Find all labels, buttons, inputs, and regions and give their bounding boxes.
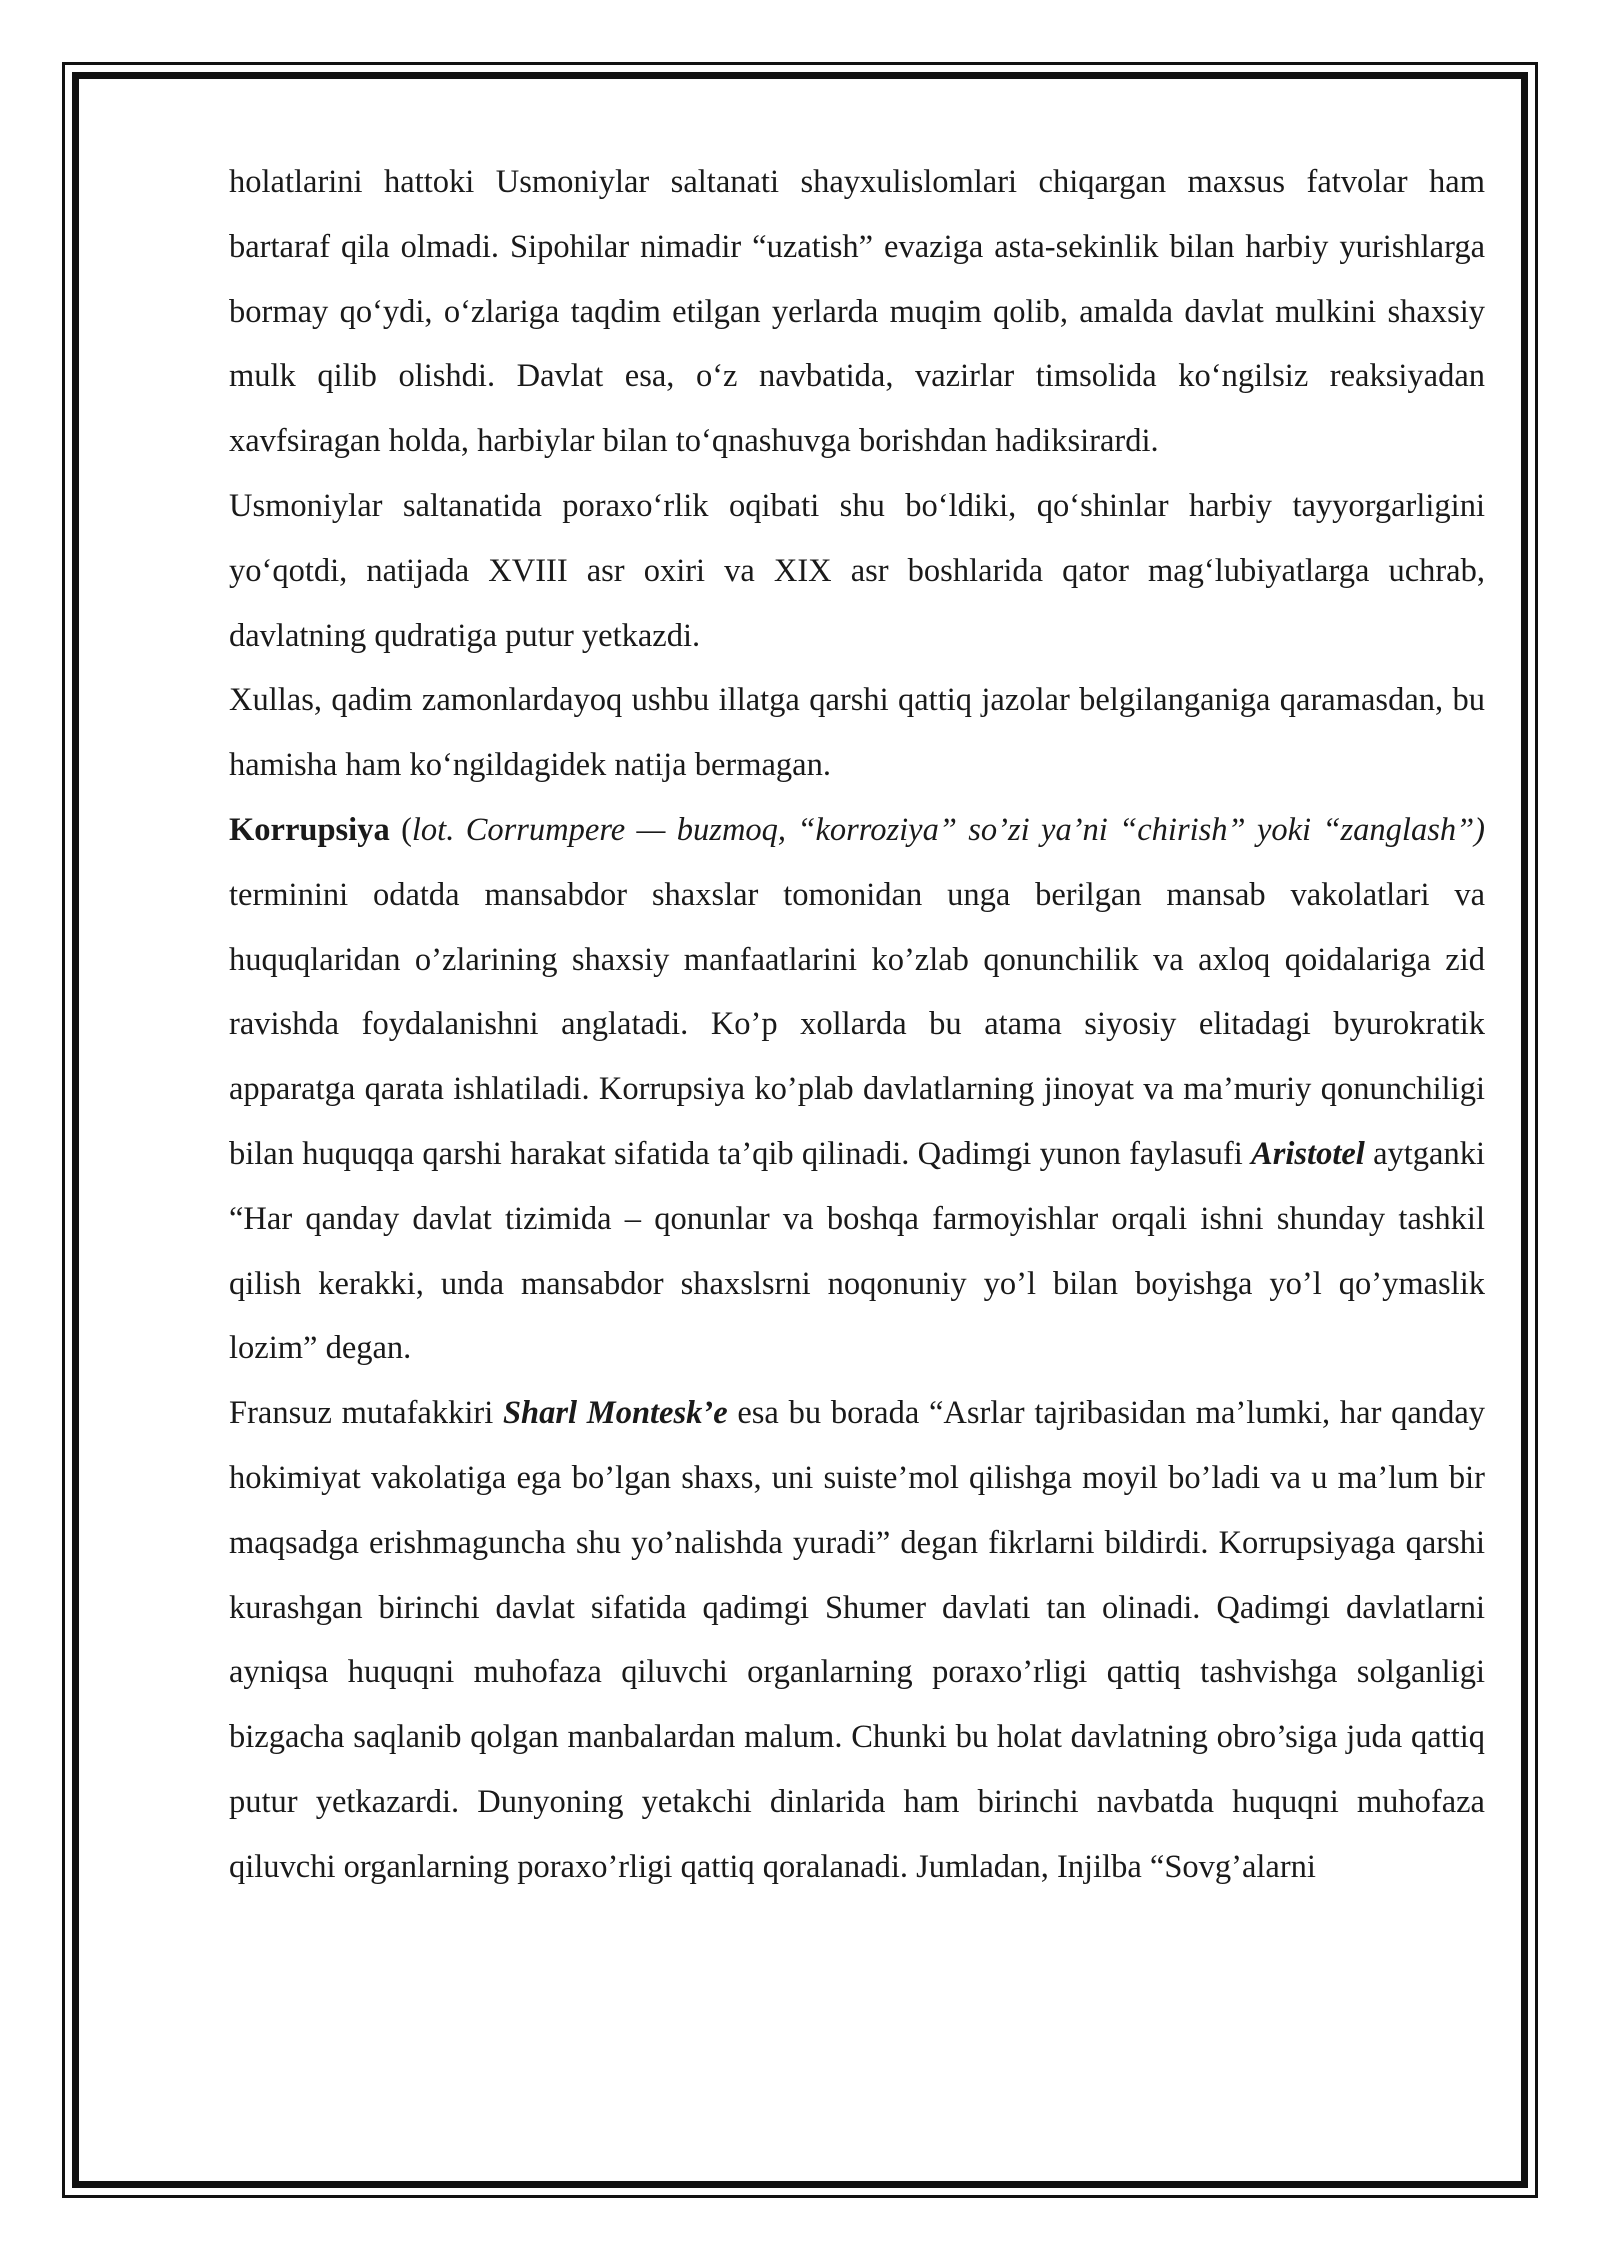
name-aristotel: Aristotel: [1251, 1135, 1365, 1172]
name-sharl-monteske: Sharl Montesk’e: [502, 1395, 728, 1432]
definition-text-a: terminini odatda mansabdor shaxslar tomonidan unga berilgan mansab vakolatlari va huquqlaridan o’zlarining shaxsiy manfaatlarini ko’zlab qonunchilik va axloq qoidalariga zid ravishda foydalanishni anglatadi. Ko’p xollarda bu atama siyosiy elitadagi byurokratik apparatga qarata ishlatiladi. Korrupsiya ko’plab davlatlarning jinoyat va ma’muriy qonunchiligi bilan huquqqa qarshi harakat sifatida ta’qib qilinadi. Qadimgi yunon faylasufi: [229, 876, 1485, 1172]
paragraph-corruption-definition: [229, 798, 1485, 1381]
paragraph-ottoman-bribery-consequence: Usmoniylar saltanatida poraxo‘rlik oqibati shu bo‘ldiki, qo‘shinlar harbiy tayyorgarligini yo‘qotdi, natijada XVIII asr oxiri va XIX asr boshlarida qator mag‘lubiyatlarga uchrab, davlatning qudratiga putur yetkazdi.: [229, 487, 1485, 654]
paragraph-montesquieu: [229, 1381, 1485, 1899]
montesquieu-text-a: Fransuz mutafakkiri: [229, 1395, 503, 1432]
paren-open: (: [389, 811, 412, 848]
definition-text-b: aytganki “Har qanday davlat tizimida – qonunlar va boshqa farmoyishlar orqali ishni shunday tashkil qilish kerakki, unda mansabdor shaxslsrni noqonuniy yo’l bilan boyishga yo’l qo’ymaslik lozim” degan.: [229, 1135, 1485, 1367]
paragraph-summary: Xullas, qadim zamonlardayoq ushbu illatga qarshi qattiq jazolar belgilanganiga qaramasdan, bu hamisha ham ko‘ngildagidek natija bermagan.: [229, 682, 1485, 784]
paragraph-ottoman-sipahis: holatlarini hattoki Usmoniylar saltanati shayxulislomlari chiqargan maxsus fatvolar ham bartaraf qila olmadi. Sipohilar nimadir “uzatish” evaziga asta-sekinlik bilan harbiy yurishlarga bormay qo‘ydi, o‘zlariga taqdim etilgan yerlarda muqim qolib, amalda davlat mulkini shaxsiy mulk qilib olishdi. Davlat esa, o‘z navbatida, vazirlar timsolida ko‘ngilsiz reaksiyadan xavfsiragan holda, harbiylar bilan to‘qnashuvga borishdan hadiksirardi.: [229, 164, 1485, 460]
term-korrupsiya: Korrupsiya: [229, 811, 390, 848]
montesquieu-text-b: esa bu borada “Asrlar tajribasidan ma’lumki, har qanday hokimiyat vakolatiga ega bo’lgan shaxs, uni suiste’mol qilishga moyil bo’ladi va u ma’lum bir maqsadga erishmaguncha shu yo’nalishda yuradi” degan fikrlarni bildirdi. Korrupsiyaga qarshi kurashgan birinchi davlat sifatida qadimgi Shumer davlati tan olinadi. Qadimgi davlatlarni ayniqsa huquqni muhofaza qiluvchi organlarning poraxo’rligi qattiq tashvishga solganligi bizgacha saqlanib qolgan manbalardan malum. Chunki bu holat davlatning obro’siga juda qattiq putur yetkazardi. Dunyoning yetakchi dinlarida ham birinchi navbatda huquqni muhofaza qiluvchi organlarning poraxo’rligi qattiq qoralanadi. Jumladan, Injilba “Sovg’alarni: [229, 1395, 1485, 1885]
document-body: [229, 150, 1485, 1900]
etymology-text: lot. Corrumpere — buzmoq, “korroziya” so’zi ya’ni “chirish” yoki “zanglash”): [411, 811, 1485, 848]
